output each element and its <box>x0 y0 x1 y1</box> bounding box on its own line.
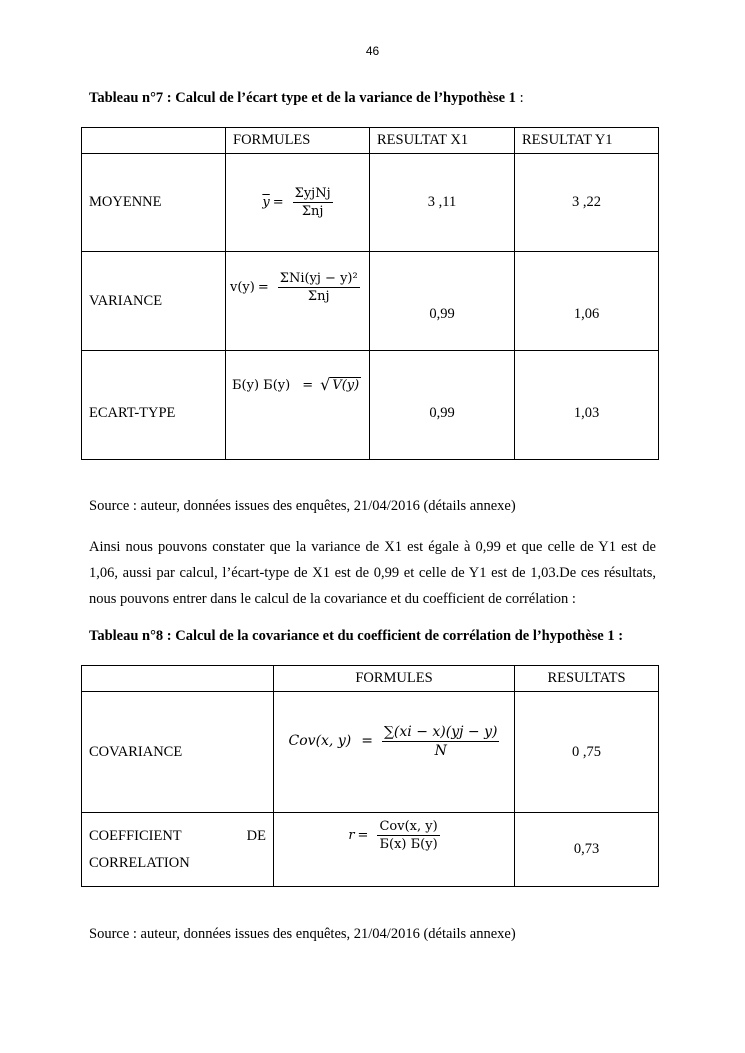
table8-header-empty <box>82 666 274 692</box>
row-label-right: DE <box>246 827 266 844</box>
result-x1-value: 0,99 <box>429 404 455 421</box>
table7-header-empty <box>82 128 226 154</box>
formula-eq: = <box>361 733 373 749</box>
result-x1-value: 0,99 <box>429 305 455 322</box>
row-label-line1 <box>89 823 266 850</box>
mean-formula <box>262 186 332 219</box>
row-label-line2: CORRELATION <box>89 854 190 871</box>
formula-fraction <box>377 819 439 852</box>
correlation-formula <box>348 819 439 852</box>
covariance-formula <box>289 724 500 759</box>
table7-header-x1: RESULTAT X1 <box>370 128 515 154</box>
table8-header-formules: FORMULES <box>274 666 515 692</box>
formula-denominator: Σnj <box>307 288 330 304</box>
table7-caption-text: Tableau n°7 : Calcul de l’écart type et de la variance de l’hypothèse 1 <box>89 90 516 106</box>
body-paragraph: Ainsi nous pouvons constater que la variance de X1 est égale à 0,99 et que celle de Y1 est de 1,06, aussi par calcul, l’écart-type de X1 est de 0,99 et celle de Y1 est de 1,03.De ces résultats, nous pouvons entrer dans le calcul de la covariance et du coefficient de corrélation : <box>89 539 656 607</box>
row-label: COVARIANCE <box>82 692 274 813</box>
table8-row-correlation <box>82 813 659 887</box>
formula-numerator: ΣNi(yj − y)² <box>279 270 358 286</box>
result-x1 <box>370 351 515 460</box>
std-dev-formula <box>232 377 361 393</box>
table8-header-row <box>82 666 659 692</box>
table7-header-row <box>82 128 659 154</box>
formula-lhs: r <box>348 828 355 843</box>
result-y1: 3 ,22 <box>515 154 659 252</box>
table8 <box>81 665 659 887</box>
formula-cell <box>226 252 370 351</box>
variance-formula <box>230 271 360 304</box>
formula-eq: = <box>302 377 314 393</box>
table7-row-variance <box>82 252 659 351</box>
table7-caption <box>89 90 524 107</box>
formula-numerator: Cov(x, y) <box>379 819 438 834</box>
result-y1 <box>515 351 659 460</box>
formula-cell <box>226 351 370 460</box>
sqrt-expression <box>320 377 361 393</box>
formula-cell <box>226 154 370 252</box>
formula-eq: = <box>257 279 269 295</box>
formula-lhs: v(y) <box>230 279 255 295</box>
row-label: VARIANCE <box>82 252 226 351</box>
row-label-left: COEFFICIENT <box>89 827 182 844</box>
result-x1 <box>370 252 515 351</box>
row-label <box>82 351 226 460</box>
row-label <box>82 813 274 887</box>
formula-denominator: Σnj <box>301 204 324 219</box>
result-cell: 0 ,75 <box>515 692 659 813</box>
row-label: MOYENNE <box>82 154 226 252</box>
formula-eq: = <box>357 828 369 843</box>
table7-source: Source : auteur, données issues des enquêtes, 21/04/2016 (détails annexe) <box>89 498 516 514</box>
formula-lhs: Cov(x, y) <box>288 733 352 749</box>
table8-source: Source : auteur, données issues des enquêtes, 21/04/2016 (détails annexe) <box>89 926 516 942</box>
result-y1-value: 1,03 <box>573 404 600 421</box>
formula-cell <box>274 813 515 887</box>
table7-row-ecart-type <box>82 351 659 460</box>
formula-fraction <box>278 271 360 304</box>
formula-cell <box>274 692 515 813</box>
table7-caption-suffix: : <box>515 90 524 106</box>
formula-fraction <box>293 186 333 219</box>
formula-denominator: N <box>434 742 447 759</box>
result-y1-value: 1,06 <box>573 305 600 322</box>
sqrt-sign: √ <box>320 375 331 394</box>
table7 <box>81 127 659 460</box>
result-y1 <box>515 252 659 351</box>
table7-header-y1: RESULTAT Y1 <box>515 128 659 154</box>
formula-eq: = <box>272 195 284 210</box>
row-label-text: ECART-TYPE <box>89 404 176 421</box>
sqrt-body: V(y) <box>332 378 360 393</box>
formula-denominator: Б(x) Б(y) <box>379 837 438 852</box>
table7-row-moyenne <box>82 154 659 252</box>
page-number: 46 <box>365 44 380 58</box>
formula-fraction <box>382 724 500 759</box>
formula-lhs: $\overline{y}$ <box>262 195 270 210</box>
formula-numerator: ∑(xi − x)(yj − y) <box>383 723 498 740</box>
result-cell: 0,73 <box>515 813 659 887</box>
result-x1: 3 ,11 <box>370 154 515 252</box>
table8-header-resultats: RESULTATS <box>515 666 659 692</box>
table8-caption: Tableau n°8 : Calcul de la covariance et du coefficient de corrélation de l’hypothèse 1 : <box>89 628 624 644</box>
formula-lhs: Б(y) Б(y) <box>232 377 291 393</box>
table7-header-formules: FORMULES <box>226 128 370 154</box>
table8-row-covariance <box>82 692 659 813</box>
formula-numerator: ΣyjNj <box>294 186 331 201</box>
